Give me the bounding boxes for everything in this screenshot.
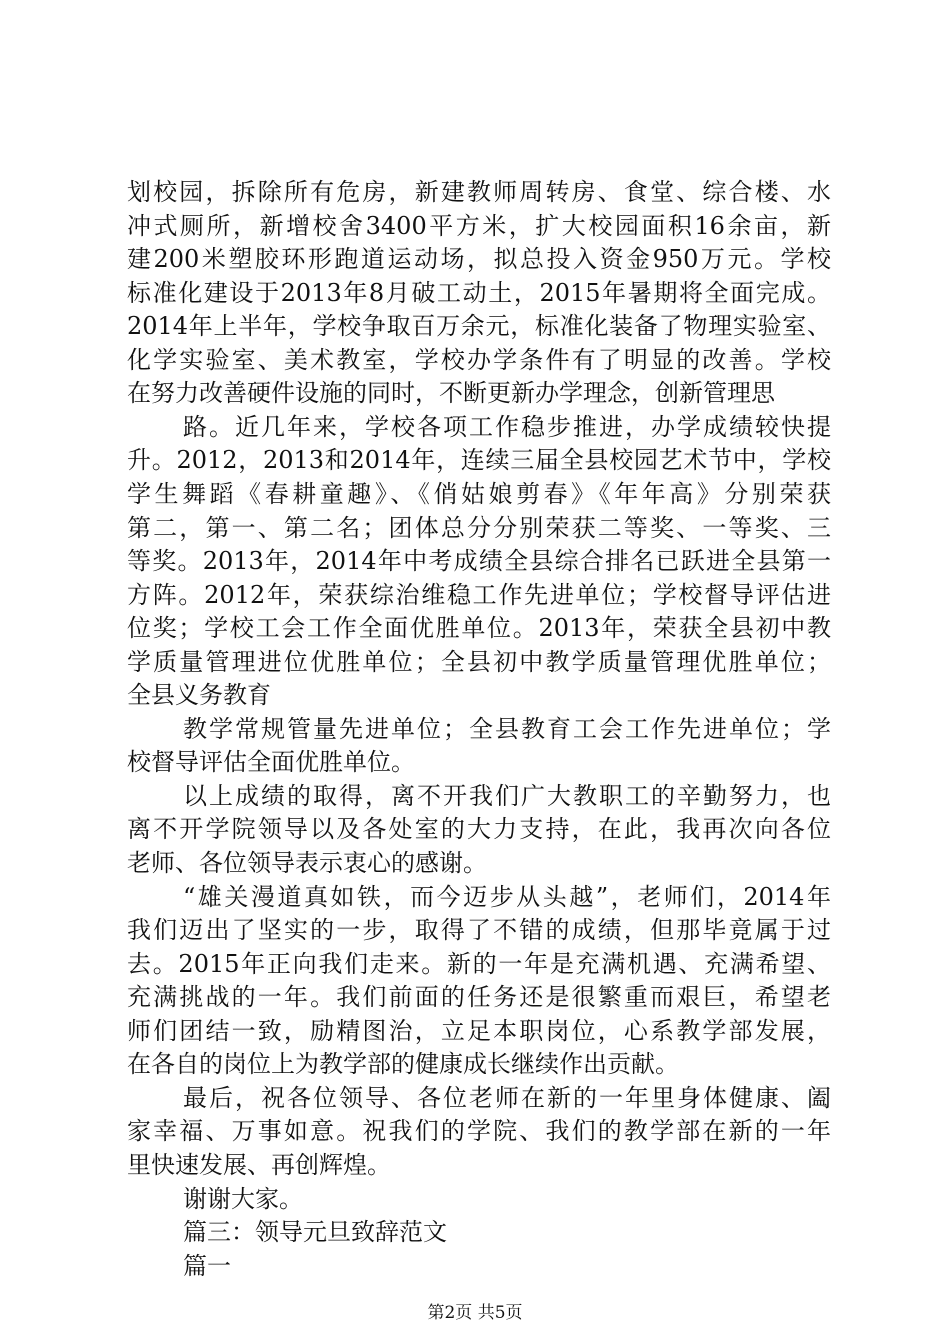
text-line: 2014年上半年，学校争取百万余元，标准化装备了物理实验室、 (127, 312, 831, 341)
text-line: 谢谢大家。 (183, 1184, 303, 1213)
text-line: 老师、各位领导表示衷心的感谢。 (127, 849, 487, 877)
text-line: 冲式厕所，新增校舍3400平方米，扩大校园面积16余亩，新 (127, 211, 831, 240)
text-line: 篇三：领导元旦致辞范文 (183, 1218, 447, 1247)
text-line: 家幸福、万事如意。祝我们的学院、我们的教学部在新的一年 (127, 1117, 831, 1146)
text-line: 在努力改善硬件设施的同时，不断更新办学理念，创新管理思 (127, 379, 775, 408)
text-line: 第二，第一、第二名；团体总分分别荣获二等奖、一等奖、三 (127, 513, 831, 542)
text-line: 等奖。2013年，2014年中考成绩全县综合排名已跃进全县第一 (127, 547, 831, 576)
text-line: 方阵。2012年，荣获综治维稳工作先进单位；学校督导评估进 (127, 580, 831, 609)
text-line: 路。近几年来，学校各项工作稳步推进，办学成绩较快提 (183, 412, 831, 441)
text-line: 充满挑战的一年。我们前面的任务还是很繁重而艰巨，希望老 (127, 983, 831, 1012)
text-line: 去。2015年正向我们走来。新的一年是充满机遇、充满希望、 (127, 949, 831, 978)
text-line: 化学实验室、美术教室，学校办学条件有了明显的改善。学校 (127, 345, 831, 374)
text-line: 标准化建设于2013年8月破工动土，2015年暑期将全面完成。 (127, 278, 831, 307)
text-line: 里快速发展、再创辉煌。 (127, 1150, 391, 1179)
text-line: 教学常规管量先进单位；全县教育工会工作先进单位；学 (183, 714, 831, 743)
text-line: 最后，祝各位领导、各位老师在新的一年里身体健康、阖 (183, 1083, 831, 1112)
text-line: 离不开学院领导以及各处室的大力支持，在此，我再次向各位 (127, 815, 831, 844)
text-line: 师们团结一致，励精图治，立足本职岗位，心系教学部发展， (127, 1016, 831, 1045)
text-line: 校督导评估全面优胜单位。 (127, 748, 415, 777)
text-line: 以上成绩的取得，离不开我们广大教职工的辛勤努力，也 (183, 781, 831, 810)
text-line: 划校园，拆除所有危房，新建教师周转房、食堂、综合楼、水 (127, 178, 831, 206)
text-line: 学质量管理进位优胜单位；全县初中教学质量管理优胜单位； (127, 647, 831, 676)
text-line: 全县义务教育 (127, 681, 271, 710)
text-line: “雄关漫道真如铁，而今迈步从头越”，老师们，2014年 (183, 882, 831, 911)
text-line: 学生舞蹈《春耕童趣》、《俏姑娘剪春》《年年高》分别荣获 (127, 479, 831, 508)
text-line: 升。2012，2013和2014年，连续三届全县校园艺术节中，学校 (127, 446, 831, 475)
text-line: 位奖；学校工会工作全面优胜单位。2013年，荣获全县初中教 (127, 614, 831, 643)
text-line: 在各自的岗位上为教学部的健康成长继续作出贡献。 (127, 1050, 679, 1079)
text-line: 建200米塑胶环形跑道运动场，拟总投入资金950万元。学校 (127, 245, 831, 274)
text-line: 我们迈出了坚实的一步，取得了不错的成绩，但那毕竟属于过 (127, 916, 831, 945)
page-footer: 第2页 共5页 (427, 1303, 523, 1323)
text-line: 篇一 (183, 1251, 231, 1280)
